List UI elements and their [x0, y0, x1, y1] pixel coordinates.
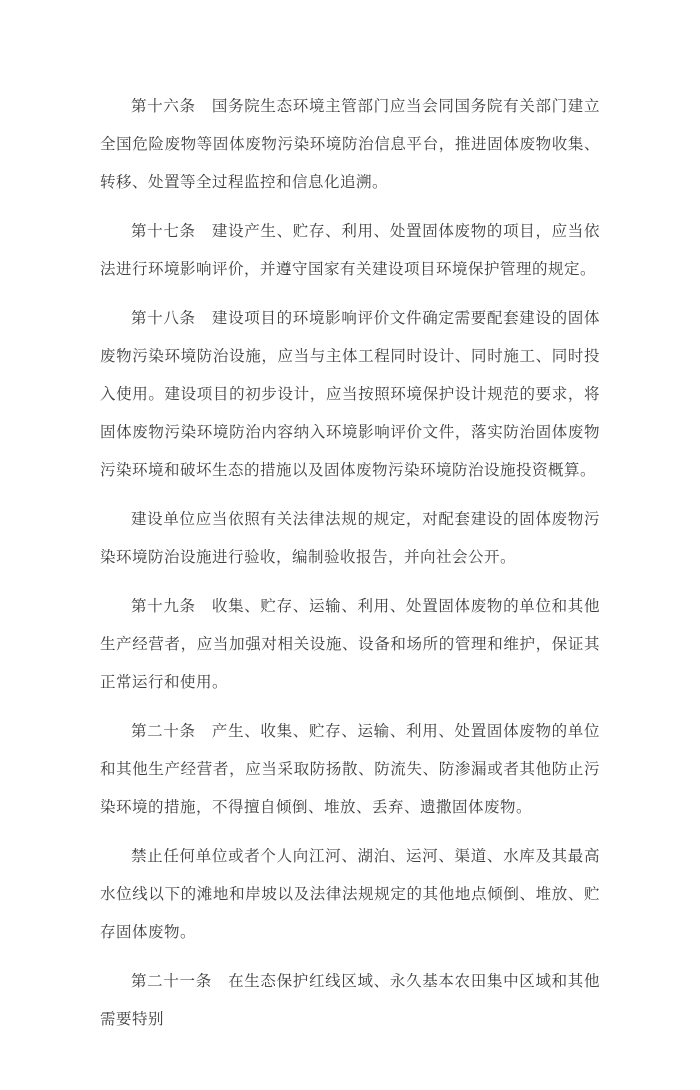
article-paragraph: 禁止任何单位或者个人向江河、湖泊、运河、渠道、水库及其最高水位线以下的滩地和岸坡以及法律法规规定的其他地点倾倒、堆放、贮存固体废物。 — [100, 848, 600, 941]
article-paragraph: 第十九条 收集、贮存、运输、利用、处置固体废物的单位和其他生产经营者，应当加强对相关设施、设备和场所的管理和维护，保证其正常运行和使用。 — [100, 598, 600, 691]
article-paragraph: 第二十一条 在生态保护红线区域、永久基本农田集中区域和其他需要特别 — [100, 973, 600, 1028]
article-paragraph: 第十八条 建设项目的环境影响评价文件确定需要配套建设的固体废物污染环境防治设施，应当与主体工程同时设计、同时施工、同时投入使用。建设项目的初步设计，应当按照环境保护设计规范的要求，将固体废物污染环境防治内容纳入环境影响评价文件，落实防治固体废物污染环境和破坏生态的措施以及固体废物污染环境防治设施投资概算。 — [100, 310, 600, 479]
article-paragraph: 第十七条 建设产生、贮存、利用、处置固体废物的项目，应当依法进行环境影响评价，并遵守国家有关建设项目环境保护管理的规定。 — [100, 223, 600, 278]
article-paragraph: 第二十条 产生、收集、贮存、运输、利用、处置固体废物的单位和其他生产经营者，应当采取防扬散、防流失、防渗漏或者其他防止污染环境的措施，不得擅自倾倒、堆放、丢弃、遗撒固体废物。 — [100, 723, 600, 816]
article-paragraph: 第十六条 国务院生态环境主管部门应当会同国务院有关部门建立全国危险废物等固体废物污染环境防治信息平台，推进固体废物收集、转移、处置等全过程监控和信息化追溯。 — [100, 98, 600, 191]
article-paragraph: 建设单位应当依照有关法律法规的规定，对配套建设的固体废物污染环境防治设施进行验收，编制验收报告，并向社会公开。 — [100, 511, 600, 566]
